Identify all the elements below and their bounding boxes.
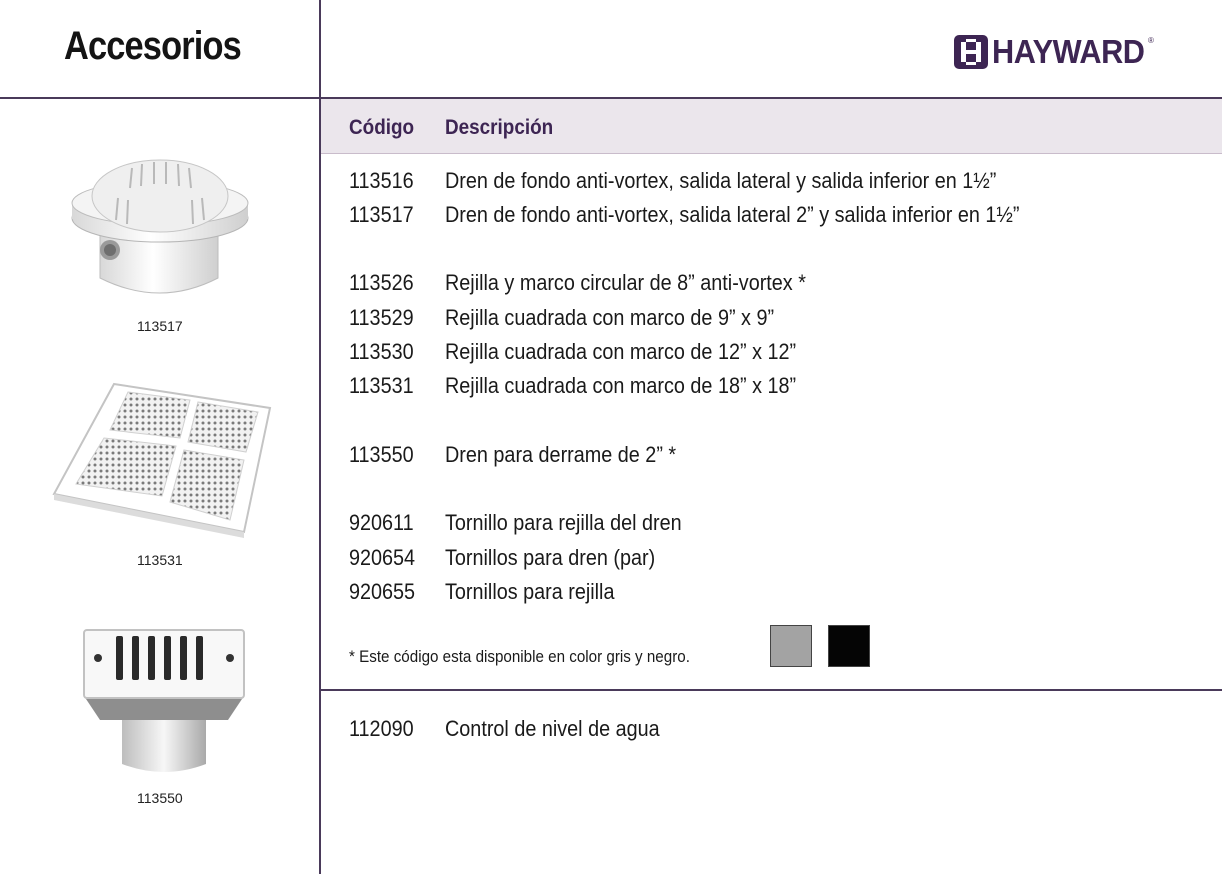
product-caption: 113531	[137, 552, 183, 568]
row-description: Rejilla y marco circular de 8” anti-vortex *	[445, 270, 806, 295]
table-header	[321, 99, 1222, 154]
hayward-h-icon	[954, 35, 988, 69]
row-code: 920611	[349, 510, 414, 535]
row-code: 112090	[349, 716, 414, 741]
row-description: Dren de fondo anti-vortex, salida lateral 2” y salida inferior en 1½”	[445, 202, 1020, 227]
description-column-header: Descripción	[445, 116, 554, 139]
registered-mark: ®	[1147, 36, 1154, 45]
row-description: Rejilla cuadrada con marco de 9” x 9”	[445, 305, 775, 330]
row-description: Tornillo para rejilla del dren	[445, 510, 682, 535]
section-divider	[321, 689, 1222, 691]
row-code: 113531	[349, 373, 414, 398]
row-code: 113517	[349, 202, 414, 227]
row-code: 113529	[349, 305, 414, 330]
row-code: 113516	[349, 168, 414, 193]
product-caption: 113550	[137, 790, 183, 806]
row-description: Dren de fondo anti-vortex, salida lateral y salida inferior en 1½”	[445, 168, 997, 193]
square-grate-image	[50, 372, 276, 540]
gray-color-swatch	[770, 625, 812, 667]
row-description: Rejilla cuadrada con marco de 18” x 18”	[445, 373, 797, 398]
page-title: Accesorios	[64, 24, 241, 68]
product-caption: 113517	[137, 318, 183, 334]
row-code: 920655	[349, 579, 416, 604]
row-description: Control de nivel de agua	[445, 716, 660, 741]
black-color-swatch	[828, 625, 870, 667]
row-code: 113550	[349, 442, 414, 467]
color-note: * Este código esta disponible en color gris y negro.	[349, 648, 690, 666]
row-description: Tornillos para dren (par)	[445, 545, 656, 570]
hayward-logo	[954, 34, 1154, 70]
code-column-header: Código	[349, 116, 415, 139]
round-drain-image	[62, 148, 258, 304]
overflow-drain-image	[78, 624, 250, 780]
row-description: Rejilla cuadrada con marco de 12” x 12”	[445, 339, 797, 364]
row-code: 113526	[349, 270, 414, 295]
row-code: 113530	[349, 339, 414, 364]
row-description: Dren para derrame de 2” *	[445, 442, 677, 467]
row-code: 920654	[349, 545, 416, 570]
brand-name: HAYWARD	[992, 33, 1145, 70]
row-description: Tornillos para rejilla	[445, 579, 615, 604]
